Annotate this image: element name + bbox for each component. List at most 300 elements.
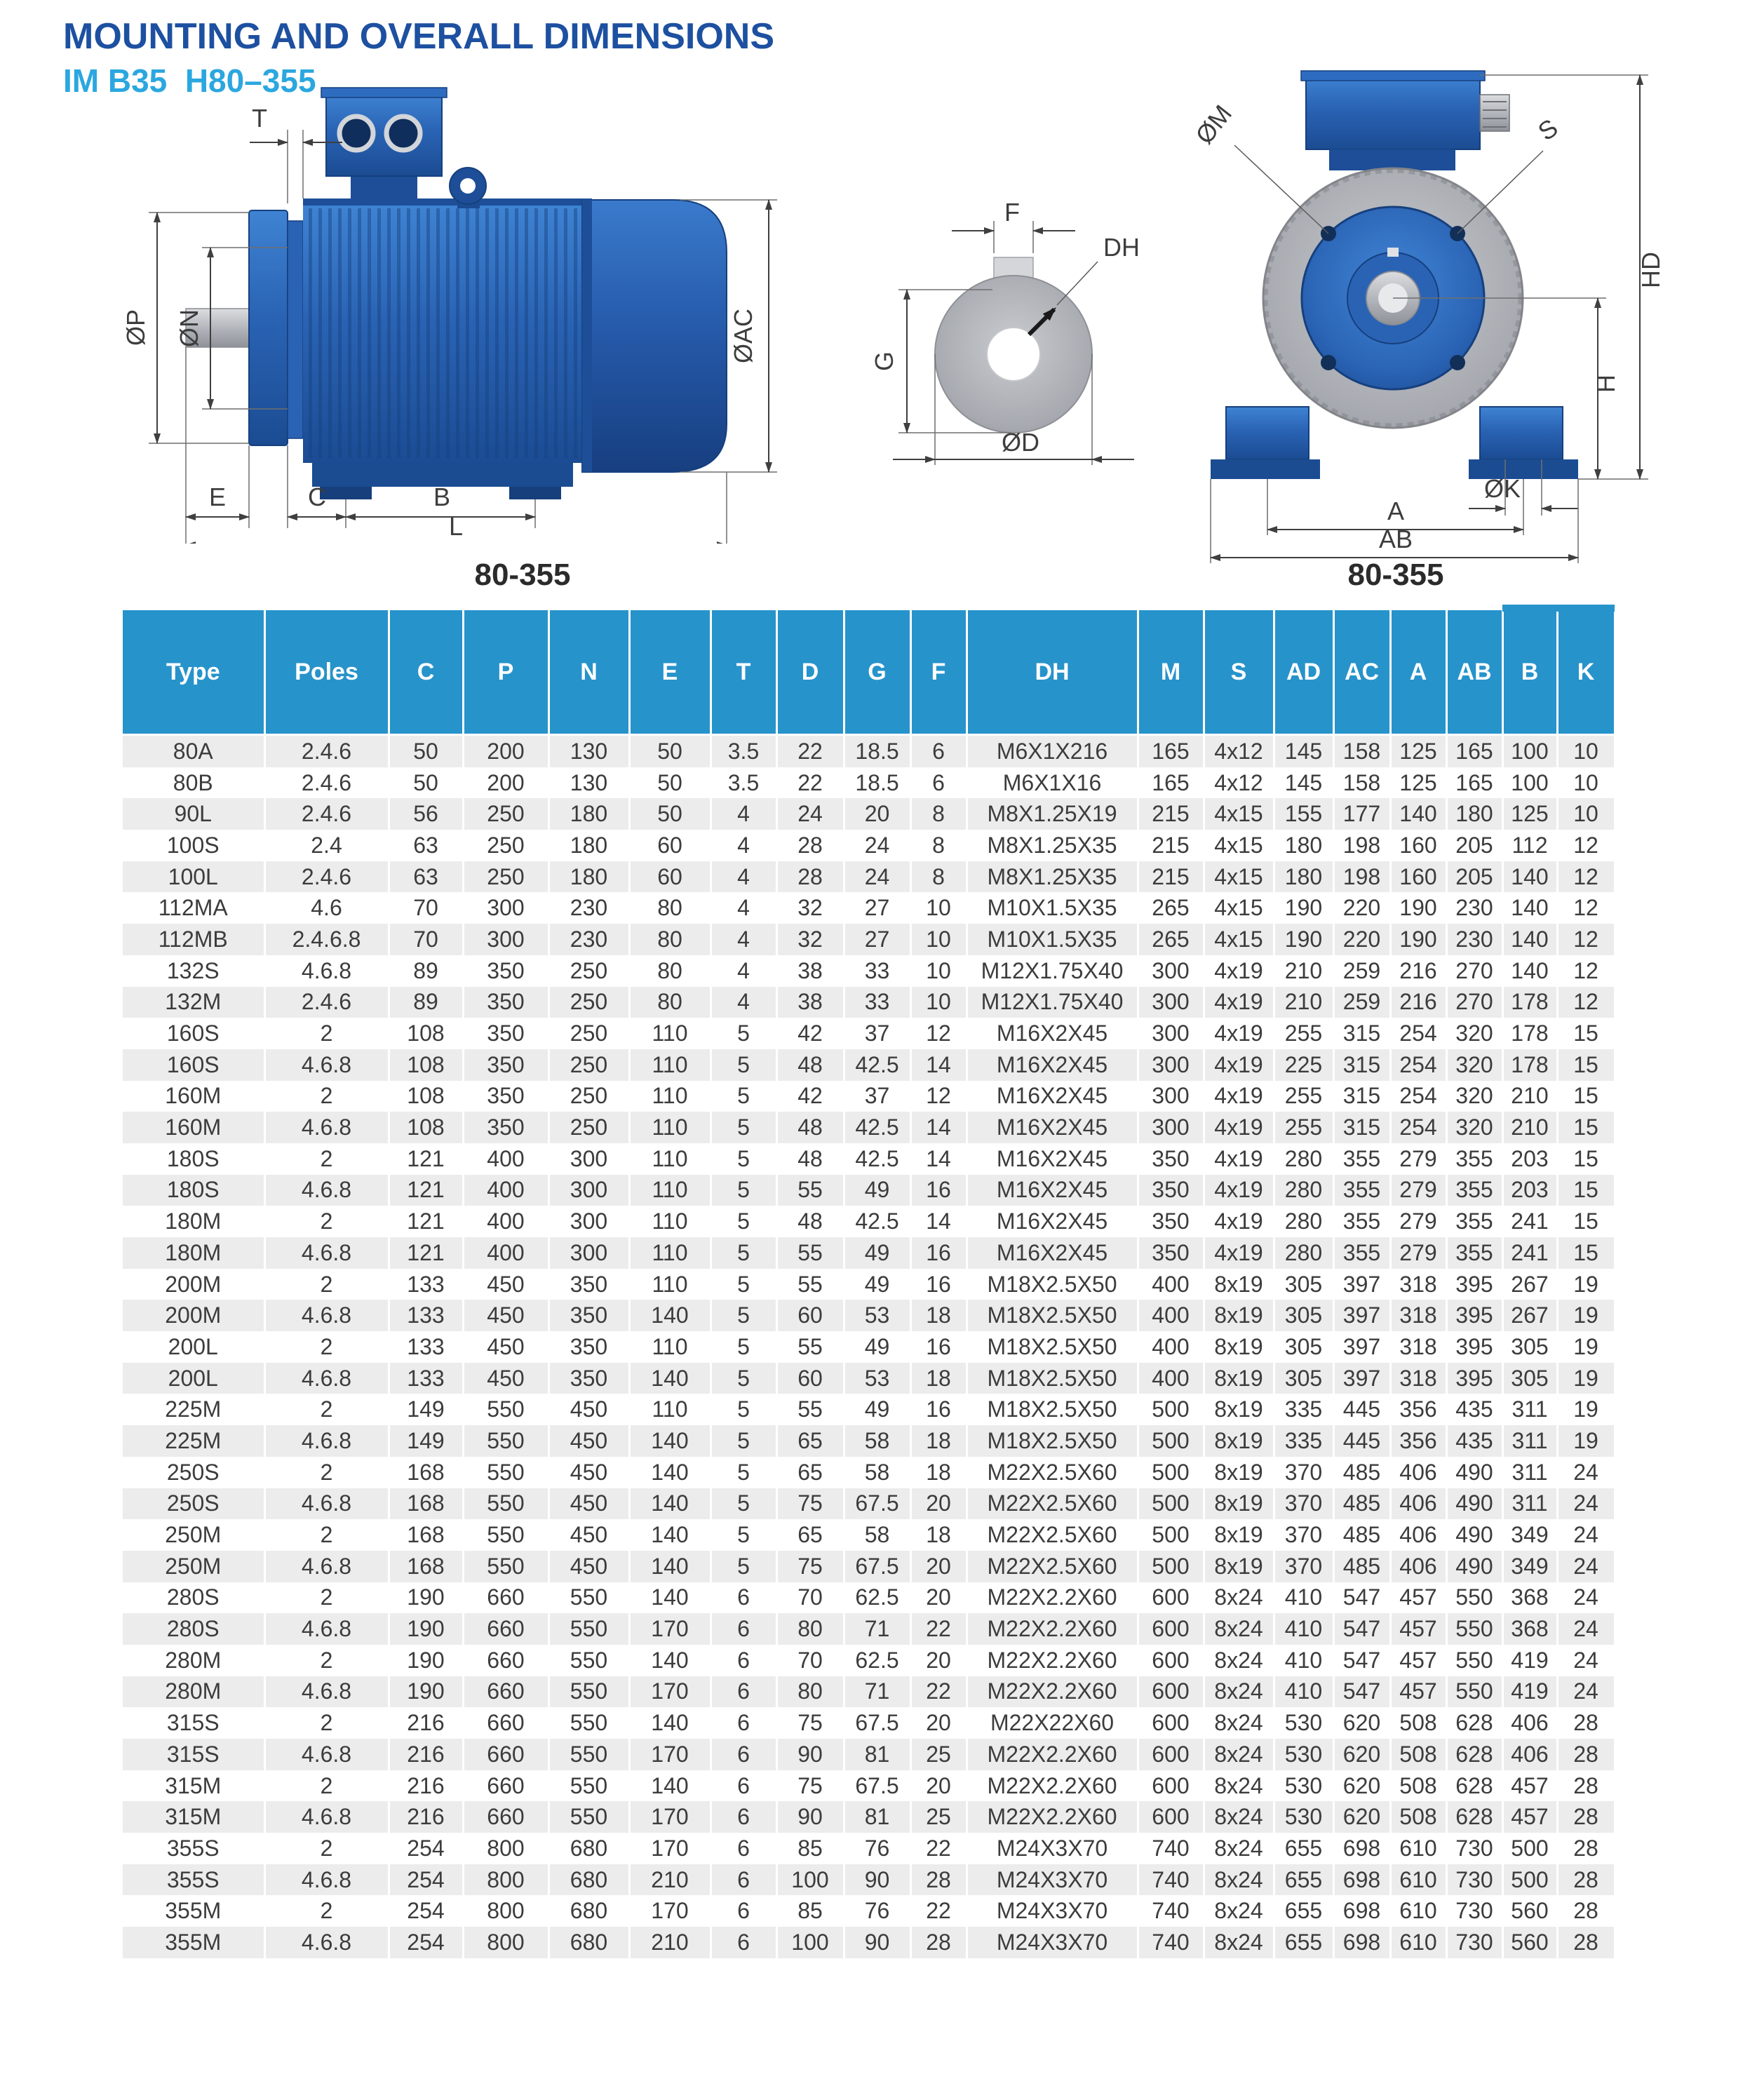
table-cell: M16X2X45 [967, 1081, 1138, 1112]
right-foot [1480, 407, 1563, 459]
table-cell: 8x19 [1204, 1425, 1274, 1457]
table-cell: 25 [910, 1801, 967, 1833]
table-cell: 180 [1274, 830, 1333, 861]
table-cell: 406 [1390, 1488, 1446, 1520]
table-cell: 370 [1274, 1457, 1333, 1488]
table-cell: 406 [1390, 1551, 1446, 1582]
table-cell: 140 [629, 1425, 711, 1457]
table-cell: 500 [1502, 1833, 1557, 1864]
table-cell: 4.6.8 [264, 1739, 389, 1770]
table-cell: 16 [910, 1331, 967, 1363]
table-cell: 355S [123, 1833, 264, 1864]
dimensions-table-container [123, 610, 1615, 1958]
dim-label-h: H [1591, 375, 1620, 393]
table-cell: 3.5 [711, 767, 776, 799]
table-cell: 450 [463, 1331, 548, 1363]
table-cell: 508 [1390, 1770, 1446, 1802]
table-row [123, 1488, 1615, 1520]
table-cell: 5 [711, 1143, 776, 1175]
table-cell: 5 [711, 1081, 776, 1112]
table-cell: 8x19 [1204, 1363, 1274, 1394]
dim-label-ac: ØAC [729, 308, 758, 364]
table-cell: 2 [264, 1833, 389, 1864]
table-cell: 140 [1390, 798, 1446, 830]
table-cell: 22 [910, 1613, 967, 1645]
table-row [123, 1175, 1615, 1206]
table-cell: 24 [1557, 1457, 1615, 1488]
table-cell: 12 [910, 1018, 967, 1049]
table-cell: 311 [1502, 1425, 1557, 1457]
table-row [123, 1801, 1615, 1833]
table-cell: M18X2.5X50 [967, 1394, 1138, 1425]
table-cell: 350 [1138, 1206, 1204, 1237]
table-cell: 8x24 [1204, 1801, 1274, 1833]
table-cell: 20 [844, 798, 910, 830]
table-cell: 2 [264, 1519, 389, 1551]
table-cell: 10 [910, 924, 967, 955]
table-cell: 6 [910, 767, 967, 799]
table-row [123, 1049, 1615, 1081]
table-cell: 170 [629, 1739, 711, 1770]
table-cell: 800 [463, 1864, 548, 1896]
table-cell: 20 [910, 1645, 967, 1676]
table-cell: M22X2.2X60 [967, 1613, 1138, 1645]
table-cell: 300 [548, 1237, 629, 1269]
table-cell: 300 [1138, 1112, 1204, 1143]
table-cell: 250 [463, 861, 548, 893]
table-cell: 255 [1274, 1018, 1333, 1049]
table-cell: 406 [1502, 1707, 1557, 1739]
table-cell: 500 [1138, 1519, 1204, 1551]
table-cell: 250M [123, 1551, 264, 1582]
table-cell: 168 [389, 1551, 463, 1582]
table-row [123, 1331, 1615, 1363]
table-cell: 28 [776, 830, 844, 861]
table-cell: 18 [910, 1519, 967, 1551]
table-cell: 255 [1274, 1112, 1333, 1143]
table-cell: 58 [844, 1519, 910, 1551]
table-cell: 740 [1138, 1895, 1204, 1927]
table-cell: 4x15 [1204, 924, 1274, 955]
table-cell: 125 [1502, 798, 1557, 830]
table-cell: 6 [711, 1582, 776, 1614]
table-cell: 28 [1557, 1833, 1615, 1864]
cable-gland-icon [339, 116, 373, 150]
cowl-seam [582, 198, 592, 472]
table-cell: 133 [389, 1269, 463, 1300]
table-cell: 37 [844, 1081, 910, 1112]
lifting-eye-hole [460, 178, 476, 194]
table-cell: 2 [264, 1081, 389, 1112]
dim-label-g: G [870, 351, 898, 372]
column-header-A: A [1390, 610, 1446, 735]
table-cell: 4x12 [1204, 767, 1274, 799]
table-row [123, 1300, 1615, 1331]
table-cell: 4x12 [1204, 735, 1274, 767]
table-cell: 210 [1502, 1081, 1557, 1112]
table-cell: 70 [776, 1645, 844, 1676]
table-cell: 48 [776, 1206, 844, 1237]
table-cell: M8X1.25X19 [967, 798, 1138, 830]
table-cell: 620 [1333, 1801, 1390, 1833]
column-header-C: C [389, 610, 463, 735]
table-cell: 267 [1502, 1300, 1557, 1331]
flange-spigot [288, 221, 303, 438]
table-cell: 5 [711, 1018, 776, 1049]
table-cell: 547 [1333, 1613, 1390, 1645]
table-cell: 4.6.8 [264, 1363, 389, 1394]
table-cell: 5 [711, 1237, 776, 1269]
table-cell: 158 [1333, 767, 1390, 799]
table-cell: 400 [463, 1206, 548, 1237]
table-cell: 210 [629, 1927, 711, 1958]
table-cell: 2 [264, 1394, 389, 1425]
table-cell: 180 [1274, 861, 1333, 893]
table-cell: 50 [389, 735, 463, 767]
table-cell: 60 [776, 1363, 844, 1394]
table-cell: 75 [776, 1488, 844, 1520]
dim-label-l: L [448, 512, 464, 541]
table-cell: 450 [463, 1300, 548, 1331]
table-cell: 100 [776, 1864, 844, 1896]
table-cell: 530 [1274, 1739, 1333, 1770]
table-cell: 8x19 [1204, 1457, 1274, 1488]
table-cell: 190 [1390, 924, 1446, 955]
table-cell: M22X2.5X60 [967, 1457, 1138, 1488]
table-cell: 300 [548, 1175, 629, 1206]
table-cell: 6 [711, 1707, 776, 1739]
table-cell: 200M [123, 1269, 264, 1300]
table-cell: 56 [389, 798, 463, 830]
table-cell: 410 [1274, 1676, 1333, 1708]
table-cell: 19 [1557, 1425, 1615, 1457]
table-cell: 5 [711, 1300, 776, 1331]
table-cell: M16X2X45 [967, 1112, 1138, 1143]
center-hole [987, 328, 1040, 381]
side-view-svg [119, 81, 814, 544]
table-cell: 110 [629, 1112, 711, 1143]
table-cell: 355 [1333, 1143, 1390, 1175]
table-cell: 200L [123, 1331, 264, 1363]
table-cell: 10 [910, 955, 967, 987]
table-cell: 14 [910, 1049, 967, 1081]
table-cell: 2.4 [264, 830, 389, 861]
table-cell: 55 [776, 1394, 844, 1425]
table-cell: 250S [123, 1457, 264, 1488]
table-cell: 4.6.8 [264, 1300, 389, 1331]
table-cell: 160M [123, 1081, 264, 1112]
table-cell: 12 [1557, 955, 1615, 987]
table-cell: 8x19 [1204, 1269, 1274, 1300]
table-cell: 4x19 [1204, 1237, 1274, 1269]
table-cell: 8x24 [1204, 1833, 1274, 1864]
table-cell: 550 [548, 1801, 629, 1833]
table-cell: 4 [711, 955, 776, 987]
table-cell: 680 [548, 1864, 629, 1896]
table-cell: 8 [910, 830, 967, 861]
table-cell: 24 [1557, 1582, 1615, 1614]
table-cell: 19 [1557, 1394, 1615, 1425]
table-cell: 121 [389, 1175, 463, 1206]
table-cell: 190 [1390, 892, 1446, 924]
table-cell: 485 [1333, 1551, 1390, 1582]
table-cell: 300 [1138, 1049, 1204, 1081]
table-cell: 450 [548, 1488, 629, 1520]
table-cell: 406 [1390, 1519, 1446, 1551]
table-cell: 180M [123, 1206, 264, 1237]
table-cell: 8 [910, 798, 967, 830]
table-cell: 8x24 [1204, 1927, 1274, 1958]
dim-label-a: A [1387, 497, 1405, 525]
table-cell: 22 [776, 767, 844, 799]
table-cell: 4.6.8 [264, 1049, 389, 1081]
table-cell: 4 [711, 987, 776, 1018]
table-cell: 140 [1502, 892, 1557, 924]
table-cell: M12X1.75X40 [967, 987, 1138, 1018]
table-cell: 32 [776, 892, 844, 924]
table-cell: 89 [389, 987, 463, 1018]
table-cell: 110 [629, 1269, 711, 1300]
table-cell: 419 [1502, 1645, 1557, 1676]
table-cell: 203 [1502, 1175, 1557, 1206]
table-cell: 311 [1502, 1488, 1557, 1520]
table-row [123, 830, 1615, 861]
table-cell: 254 [1390, 1081, 1446, 1112]
table-row [123, 767, 1615, 799]
table-cell: 180S [123, 1143, 264, 1175]
table-cell: 15 [1557, 1206, 1615, 1237]
table-cell: 168 [389, 1488, 463, 1520]
table-cell: 15 [1557, 1175, 1615, 1206]
page-title: MOUNTING AND OVERALL DIMENSIONS [63, 16, 775, 57]
table-cell: 550 [463, 1394, 548, 1425]
table-cell: 38 [776, 955, 844, 987]
table-cell: 5 [711, 1425, 776, 1457]
table-cell: 315 [1333, 1081, 1390, 1112]
table-cell: 140 [629, 1645, 711, 1676]
table-cell: 4.6.8 [264, 1112, 389, 1143]
table-cell: 4.6.8 [264, 1613, 389, 1645]
table-cell: 149 [389, 1425, 463, 1457]
table-cell: 19 [1557, 1363, 1615, 1394]
table-cell: 655 [1274, 1864, 1333, 1896]
table-cell: 620 [1333, 1707, 1390, 1739]
table-cell: 190 [1274, 924, 1333, 955]
dim-label-b: B [433, 483, 451, 511]
table-cell: 27 [844, 924, 910, 955]
table-cell: 655 [1274, 1927, 1333, 1958]
table-cell: 145 [1274, 767, 1333, 799]
table-cell: 15 [1557, 1112, 1615, 1143]
table-row [123, 1519, 1615, 1551]
table-cell: 12 [1557, 892, 1615, 924]
table-cell: 305 [1274, 1363, 1333, 1394]
table-cell: 33 [844, 955, 910, 987]
column-header-Type: Type [123, 610, 264, 735]
table-cell: 356 [1390, 1394, 1446, 1425]
table-cell: 158 [1333, 735, 1390, 767]
dim-label-hd: HD [1636, 252, 1665, 288]
column-header-B: B [1502, 610, 1557, 735]
table-cell: 395 [1446, 1331, 1502, 1363]
table-row [123, 1363, 1615, 1394]
table-cell: M16X2X45 [967, 1237, 1138, 1269]
table-cell: 410 [1274, 1613, 1333, 1645]
table-cell: 140 [629, 1582, 711, 1614]
table-cell: 49 [844, 1175, 910, 1206]
table-cell: 108 [389, 1081, 463, 1112]
table-cell: 22 [910, 1895, 967, 1927]
table-cell: 305 [1274, 1269, 1333, 1300]
dim-label-t: T [252, 104, 267, 133]
table-cell: 110 [629, 1143, 711, 1175]
flange-hole [1450, 355, 1465, 370]
table-cell: 8x24 [1204, 1864, 1274, 1896]
table-cell: 315S [123, 1707, 264, 1739]
table-cell: 550 [1446, 1676, 1502, 1708]
table-cell: 350 [548, 1331, 629, 1363]
table-cell: 14 [910, 1206, 967, 1237]
table-cell: 315 [1333, 1018, 1390, 1049]
table-cell: 400 [463, 1175, 548, 1206]
table-cell: 81 [844, 1739, 910, 1770]
side-view-drawing [119, 81, 814, 544]
dim-label-m: ØM [1190, 99, 1238, 149]
table-cell: 280M [123, 1645, 264, 1676]
table-cell: 508 [1390, 1739, 1446, 1770]
table-cell: 410 [1274, 1645, 1333, 1676]
table-cell: 500 [1138, 1457, 1204, 1488]
table-cell: 24 [1557, 1551, 1615, 1582]
table-cell: 20 [910, 1707, 967, 1739]
table-row [123, 1739, 1615, 1770]
table-cell: 550 [548, 1707, 629, 1739]
table-cell: 560 [1502, 1895, 1557, 1927]
table-cell: 4 [711, 830, 776, 861]
table-row [123, 1864, 1615, 1896]
table-cell: 280 [1274, 1143, 1333, 1175]
table-cell: 550 [548, 1739, 629, 1770]
table-cell: 165 [1446, 735, 1502, 767]
table-cell: 48 [776, 1143, 844, 1175]
table-cell: 140 [629, 1707, 711, 1739]
table-cell: 4 [711, 892, 776, 924]
table-cell: 2 [264, 1269, 389, 1300]
table-cell: 33 [844, 987, 910, 1018]
table-row [123, 1551, 1615, 1582]
terminal-box-neck [1329, 149, 1455, 170]
table-cell: 350 [1138, 1143, 1204, 1175]
table-cell: 350 [463, 955, 548, 987]
flange [249, 210, 288, 445]
table-row [123, 1833, 1615, 1864]
table-cell: 24 [1557, 1519, 1615, 1551]
table-cell: 28 [910, 1927, 967, 1958]
table-cell: 660 [463, 1739, 548, 1770]
table-cell: 255 [1274, 1081, 1333, 1112]
table-cell: 254 [1390, 1112, 1446, 1143]
table-cell: 140 [629, 1457, 711, 1488]
table-cell: 450 [463, 1269, 548, 1300]
table-cell: 8x24 [1204, 1739, 1274, 1770]
conduit-plug-icon [1480, 95, 1509, 131]
key-slot [1387, 248, 1399, 257]
table-cell: 12 [1557, 861, 1615, 893]
table-cell: M22X2.5X60 [967, 1488, 1138, 1520]
table-cell: 130 [548, 735, 629, 767]
table-cell: 90 [776, 1739, 844, 1770]
table-cell: M18X2.5X50 [967, 1269, 1138, 1300]
table-cell: 71 [844, 1676, 910, 1708]
table-cell: 49 [844, 1331, 910, 1363]
table-cell: 6 [711, 1833, 776, 1864]
table-cell: 24 [1557, 1488, 1615, 1520]
table-cell: 149 [389, 1394, 463, 1425]
table-cell: 740 [1138, 1864, 1204, 1896]
table-cell: 108 [389, 1049, 463, 1081]
table-cell: 10 [1557, 767, 1615, 799]
table-cell: 300 [1138, 987, 1204, 1018]
table-cell: 508 [1390, 1801, 1446, 1833]
table-cell: 500 [1502, 1864, 1557, 1896]
table-cell: 10 [910, 892, 967, 924]
table-cell: 6 [910, 735, 967, 767]
table-cell: 2.4.6 [264, 735, 389, 767]
table-cell: 2 [264, 1582, 389, 1614]
table-cell: 300 [1138, 955, 1204, 987]
table-row [123, 987, 1615, 1018]
table-cell: 15 [1557, 1143, 1615, 1175]
table-cell: 205 [1446, 830, 1502, 861]
front-foot [320, 487, 372, 499]
table-cell: 279 [1390, 1143, 1446, 1175]
table-cell: 58 [844, 1425, 910, 1457]
column-header-DH: DH [967, 610, 1138, 735]
table-cell: 4.6.8 [264, 1864, 389, 1896]
table-cell: 60 [629, 861, 711, 893]
table-cell: 24 [776, 798, 844, 830]
table-cell: 350 [548, 1269, 629, 1300]
table-cell: 216 [389, 1739, 463, 1770]
table-cell: 8x24 [1204, 1895, 1274, 1927]
table-cell: 6 [711, 1645, 776, 1676]
table-cell: 410 [1274, 1582, 1333, 1614]
table-cell: 610 [1390, 1833, 1446, 1864]
table-cell: 335 [1274, 1394, 1333, 1425]
table-cell: 75 [776, 1770, 844, 1802]
table-cell: 165 [1138, 735, 1204, 767]
table-cell: 4.6 [264, 892, 389, 924]
table-cell: 490 [1446, 1519, 1502, 1551]
table-cell: 4.6.8 [264, 1175, 389, 1206]
table-cell: 2 [264, 1707, 389, 1739]
table-cell: 6 [711, 1613, 776, 1645]
flange-hole [1321, 355, 1336, 370]
table-cell: 730 [1446, 1864, 1502, 1896]
table-cell: 500 [1138, 1551, 1204, 1582]
table-cell: 50 [629, 798, 711, 830]
table-cell: 210 [629, 1864, 711, 1896]
table-cell: 4.6.8 [264, 955, 389, 987]
table-cell: 16 [910, 1237, 967, 1269]
table-row [123, 1457, 1615, 1488]
table-cell: 210 [1274, 987, 1333, 1018]
table-cell: 8x24 [1204, 1582, 1274, 1614]
table-cell: 660 [463, 1707, 548, 1739]
table-cell: 178 [1502, 1049, 1557, 1081]
table-cell: 67.5 [844, 1770, 910, 1802]
table-row [123, 1425, 1615, 1457]
